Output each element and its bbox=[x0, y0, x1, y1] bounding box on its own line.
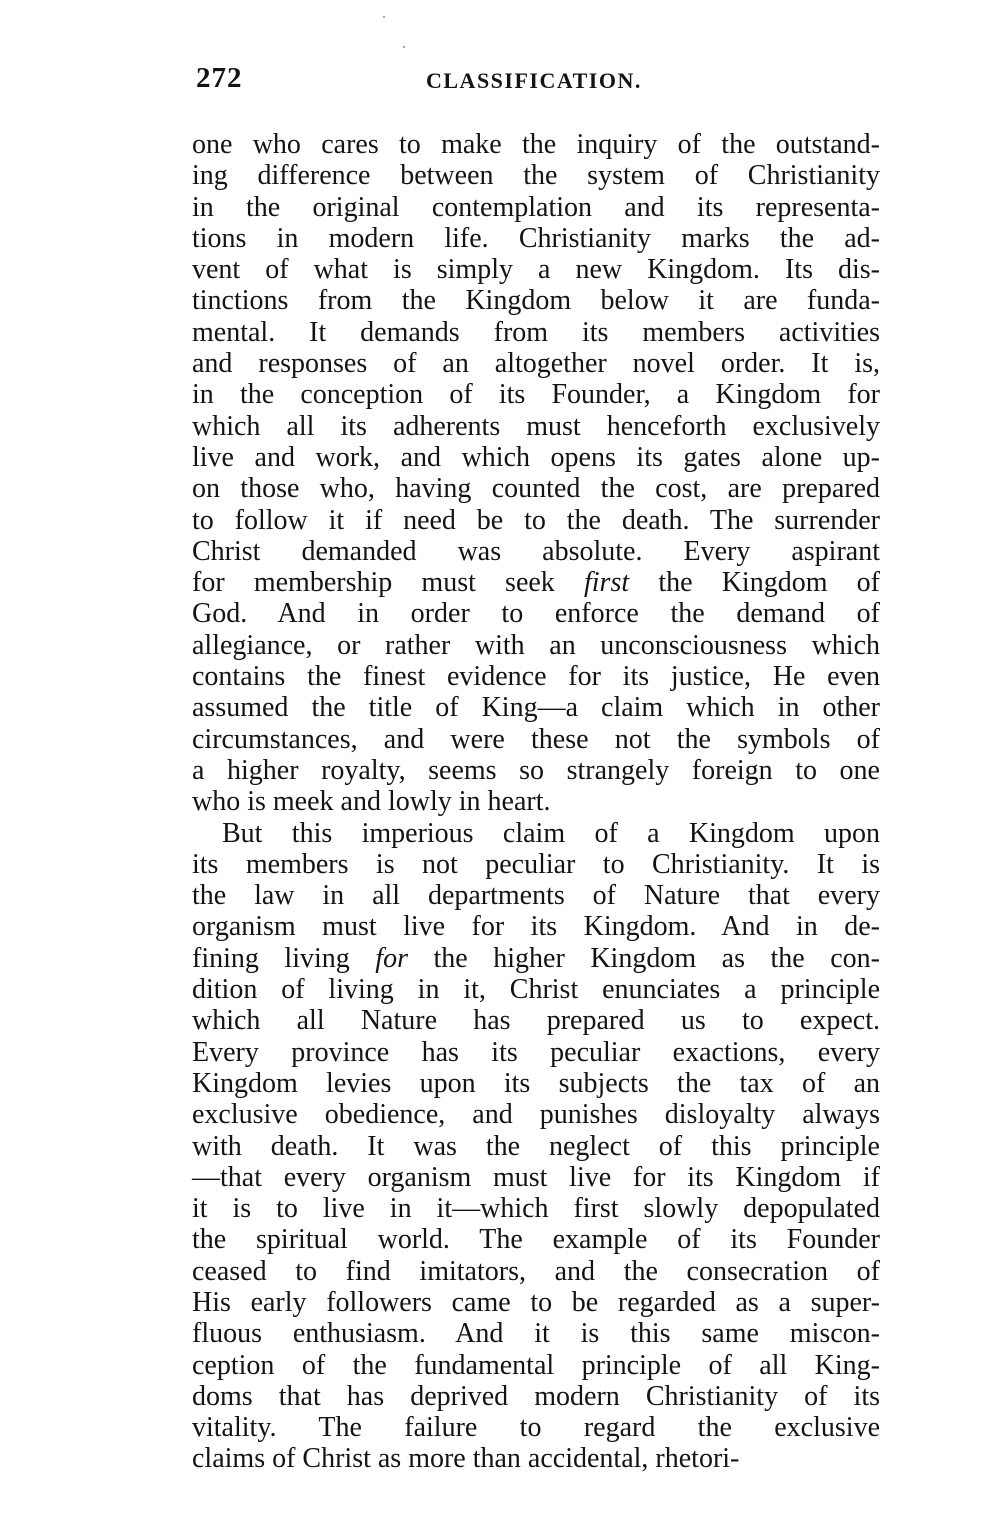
text-line: ing difference between the system of Christianity bbox=[192, 160, 880, 192]
text-line: Kingdom levies upon its subjects the tax of an bbox=[192, 1067, 880, 1099]
text-line bbox=[192, 943, 880, 974]
text-line: its members is not peculiar to Christianity. It is bbox=[192, 848, 880, 880]
text-segment: fining living bbox=[192, 942, 376, 974]
text-segment: the higher Kingdom as the con- bbox=[407, 942, 880, 974]
paper-speck bbox=[383, 16, 385, 18]
text-line: fluous enthusiasm. And it is this same miscon- bbox=[192, 1318, 880, 1350]
text-line: His early followers came to be regarded as a super- bbox=[192, 1286, 880, 1318]
text-line: circumstances, and were these not the symbols of bbox=[192, 723, 880, 755]
text-line: who is meek and lowly in heart. bbox=[192, 786, 551, 818]
text-line: in the conception of its Founder, a Kingdom for bbox=[192, 379, 880, 411]
text-line: ception of the fundamental principle of all King- bbox=[192, 1349, 880, 1381]
text-line: in the original contemplation and its representa- bbox=[192, 191, 880, 223]
text-line: vitality. The failure to regard the exclusive bbox=[192, 1412, 880, 1444]
text-line: claims of Christ as more than accidental, rhetori- bbox=[192, 1443, 740, 1475]
text-line: contains the finest evidence for its justice, He even bbox=[192, 661, 880, 693]
text-line: God. And in order to enforce the demand of bbox=[192, 598, 880, 630]
page-header bbox=[196, 62, 880, 102]
text-line: on those who, having counted the cost, are prepared bbox=[192, 473, 880, 505]
text-line: one who cares to make the inquiry of the outstand- bbox=[192, 129, 880, 160]
text-line: it is to live in it—which first slowly depopulated bbox=[192, 1193, 880, 1225]
text-line: the spiritual world. The example of its Founder bbox=[192, 1224, 880, 1256]
text-line: a higher royalty, seems so strangely foreign to one bbox=[192, 754, 880, 786]
text-line: allegiance, or rather with an unconsciousness which bbox=[192, 629, 880, 661]
text-line: Christ demanded was absolute. Every aspirant bbox=[192, 535, 880, 567]
italic-word: for bbox=[375, 942, 408, 974]
text-line: and responses of an altogether novel order. It is, bbox=[192, 348, 880, 380]
text-line: mental. It demands from its members activities bbox=[192, 316, 880, 348]
text-line: assumed the title of King—a claim which in other bbox=[192, 692, 880, 724]
body-text bbox=[192, 129, 880, 1475]
page-number: 272 bbox=[196, 62, 243, 94]
text-line: dition of living in it, Christ enunciates a principle bbox=[192, 974, 880, 1006]
text-line: to follow it if need be to the death. The surrender bbox=[192, 504, 880, 536]
text-line: the law in all departments of Nature that every bbox=[192, 880, 880, 912]
paper-speck bbox=[403, 46, 405, 48]
text-line: with death. It was the neglect of this principle bbox=[192, 1130, 880, 1162]
text-line: which all Nature has prepared us to expect. bbox=[192, 1005, 880, 1037]
text-line: tions in modern life. Christianity marks the ad- bbox=[192, 222, 880, 254]
text-line: live and work, and which opens its gates alone up- bbox=[192, 441, 880, 473]
text-line: which all its adherents must henceforth exclusively bbox=[192, 410, 880, 442]
text-line: vent of what is simply a new Kingdom. Its dis- bbox=[192, 254, 880, 286]
text-line: organism must live for its Kingdom. And in de- bbox=[192, 911, 880, 943]
text-segment: the Kingdom of bbox=[629, 567, 880, 599]
text-line: But this imperious claim of a Kingdom upon bbox=[222, 817, 880, 849]
text-line: Every province has its peculiar exactions, every bbox=[192, 1036, 880, 1068]
paragraph bbox=[192, 129, 880, 818]
italic-word: first bbox=[584, 567, 630, 599]
text-line: doms that has deprived modern Christianity of its bbox=[192, 1380, 880, 1412]
running-title: CLASSIFICATION. bbox=[426, 68, 642, 93]
text-line: exclusive obedience, and punishes disloyalty always bbox=[192, 1099, 880, 1131]
paragraph bbox=[192, 818, 880, 1475]
text-line: —that every organism must live for its Kingdom if bbox=[192, 1161, 880, 1193]
text-segment: for membership must seek bbox=[192, 567, 584, 599]
text-line: tinctions from the Kingdom below it are funda- bbox=[192, 285, 880, 317]
text-line bbox=[192, 567, 880, 598]
text-line: ceased to find imitators, and the consecration of bbox=[192, 1255, 880, 1287]
